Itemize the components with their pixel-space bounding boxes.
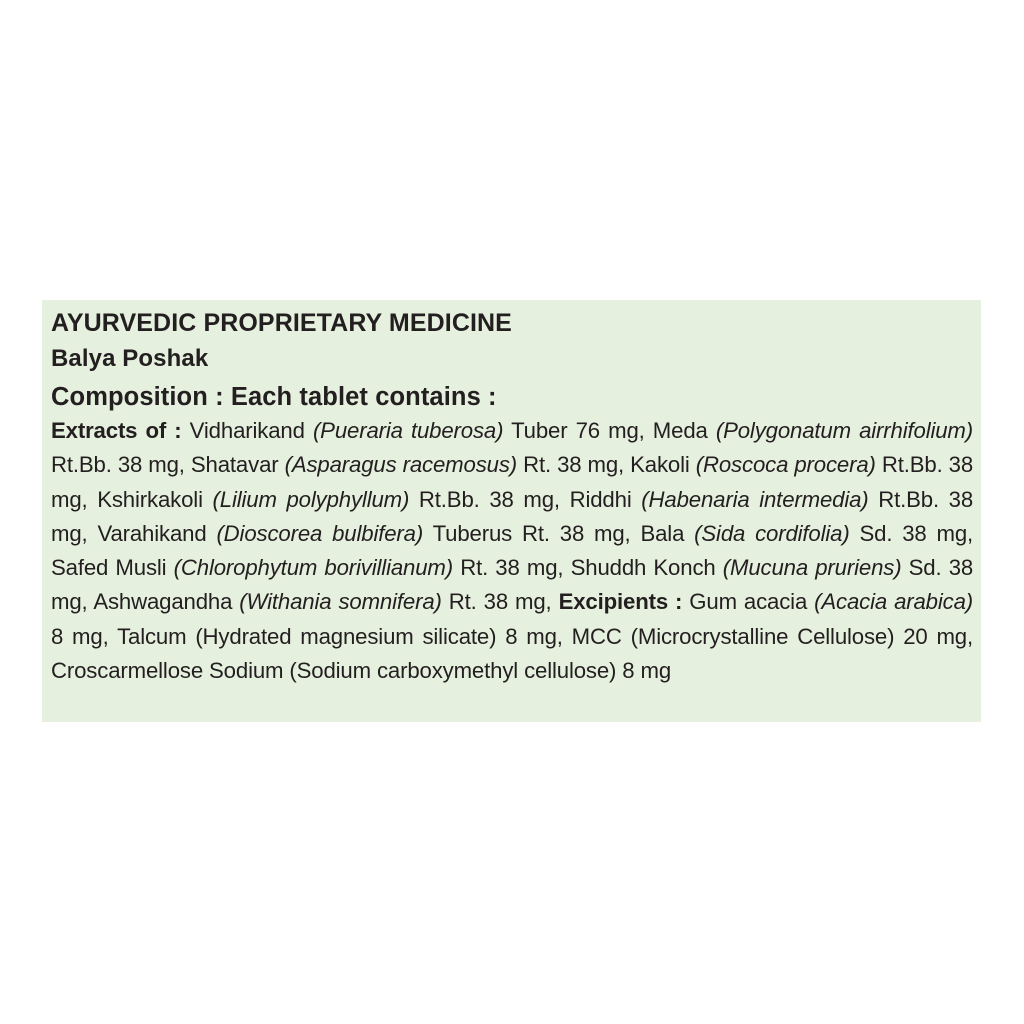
category-heading: AYURVEDIC PROPRIETARY MEDICINE	[51, 309, 512, 337]
excipient-name: Gum acacia	[689, 589, 808, 615]
ingredient-name: Kshirkakoli	[97, 486, 203, 512]
product-name: Balya Poshak	[51, 345, 209, 372]
ingredient-detail: Sd. 38 mg,	[859, 520, 974, 546]
ingredient-botanical: (Polygonatum airrhifolium)	[715, 418, 974, 443]
composition-panel	[42, 300, 981, 722]
ingredient-botanical: (Roscoca procera)	[695, 452, 876, 478]
ingredient-botanical: (Mucuna pruriens)	[722, 555, 902, 581]
ingredient-detail: Rt. 38 mg,	[460, 555, 564, 581]
ingredient-name: Meda	[652, 418, 708, 443]
ingredient-detail: Rt.Bb. 38 mg,	[418, 486, 560, 512]
ingredient-detail: Rt.Bb. 38 mg,	[51, 452, 974, 512]
ingredient-name: Ashwagandha	[93, 589, 233, 615]
ingredient-name: Bala	[640, 520, 685, 546]
ingredient-name: Shatavar	[190, 452, 279, 478]
excipient-name: Talcum (Hydrated magnesium silicate) 8 mg,	[117, 623, 563, 649]
ingredient-detail: Tuberus Rt. 38 mg,	[432, 520, 631, 546]
ingredient-botanical: (Withania somnifera)	[239, 589, 442, 615]
ingredient-botanical: (Sida cordifolia)	[694, 520, 850, 546]
ingredient-detail: Rt. 38 mg,	[523, 452, 625, 478]
composition-heading: Composition : Each tablet contains :	[51, 383, 497, 411]
ingredient-botanical: (Dioscorea bulbifera)	[216, 520, 424, 546]
ingredient-detail: Rt.Bb. 38 mg,	[51, 452, 185, 478]
ingredient-botanical: (Habenaria intermedia)	[641, 486, 869, 512]
extracts-label: Extracts of :	[51, 418, 182, 443]
ingredient-name: Riddhi	[569, 486, 632, 512]
ingredient-detail: Rt.Bb. 38 mg,	[51, 486, 974, 546]
ingredient-botanical: (Lilium polyphyllum)	[212, 486, 410, 512]
ingredient-name: Varahikand	[97, 520, 207, 546]
ingredient-name: Shuddh Konch	[570, 555, 716, 581]
excipient-name: Croscarmellose Sodium (Sodium carboxymethyl cellulose) 8 mg	[51, 658, 672, 684]
excipient-botanical: (Acacia arabica)	[814, 589, 974, 615]
ingredient-botanical: (Asparagus racemosus)	[284, 452, 518, 478]
ingredient-name: Vidharikand	[189, 418, 305, 443]
ingredient-botanical: (Chlorophytum borivillianum)	[173, 555, 454, 581]
composition-text	[51, 414, 973, 688]
ingredient-detail: Rt. 38 mg,	[448, 589, 552, 615]
ingredient-botanical: (Pueraria tuberosa)	[312, 418, 504, 443]
ingredient-detail: Tuber 76 mg,	[511, 418, 645, 443]
ingredient-name: Safed Musli	[51, 555, 167, 581]
excipient-detail: 8 mg,	[51, 623, 109, 649]
excipients-label: Excipients :	[558, 589, 683, 615]
ingredient-name: Kakoli	[630, 452, 690, 478]
excipient-name: MCC (Microcrystalline Cellulose) 20 mg,	[571, 623, 974, 649]
ingredient-detail: Sd. 38 mg,	[51, 555, 974, 615]
